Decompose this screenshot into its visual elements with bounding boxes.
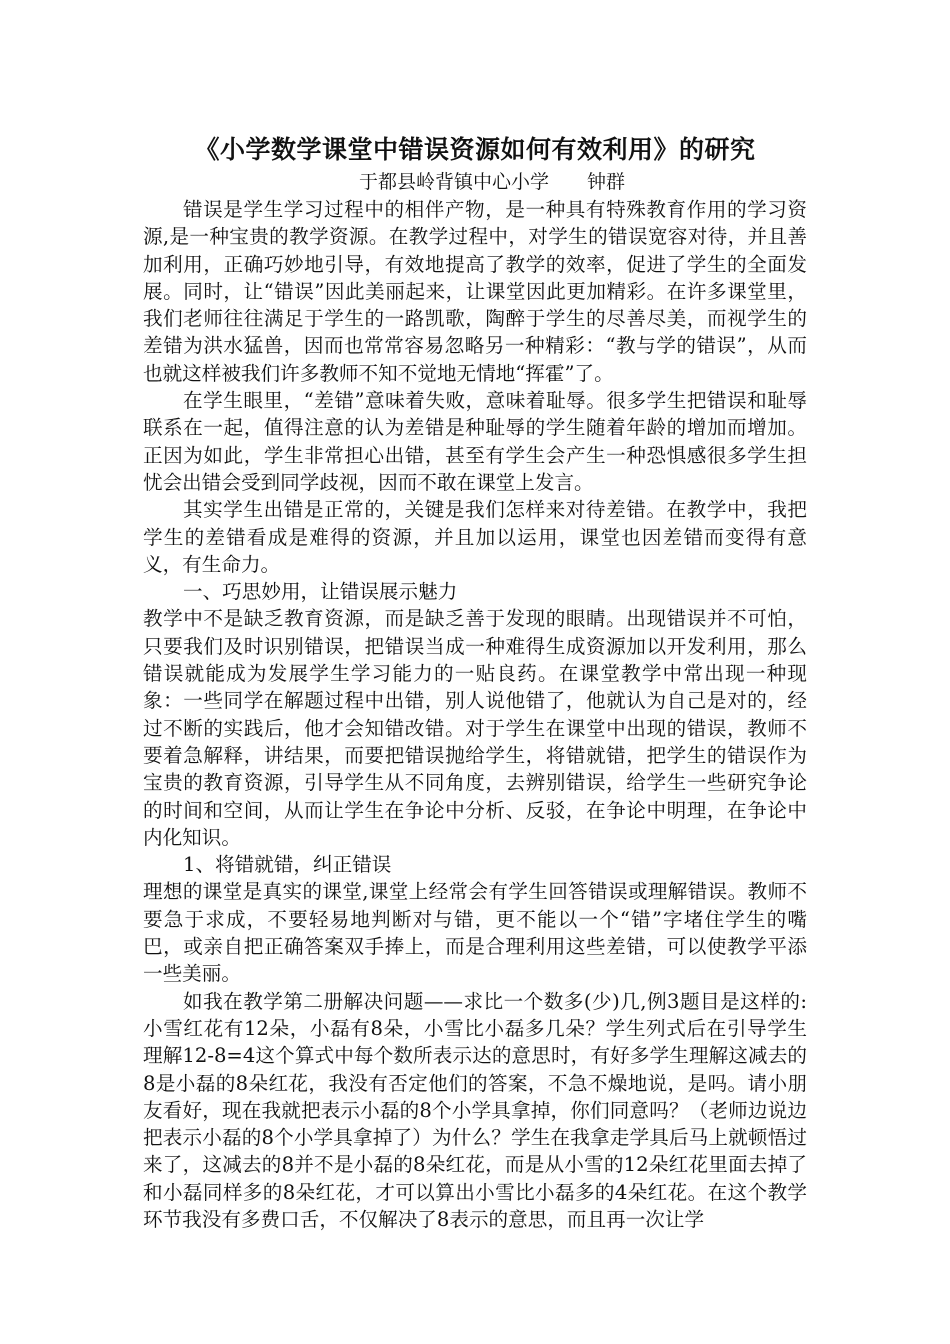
body-paragraph: 理想的课堂是真实的课堂,课堂上经常会有学生回答错误或理解错误。教师不要急于求成，不要轻易地判断对与错，更不能以一个“错”字堵住学生的嘴巴，或亲自把正确答案双手捧上，而是合理利用这些差错，可以使教学平添一些美丽。 <box>143 880 807 986</box>
document-page <box>143 132 807 1233</box>
section-heading: 1、将错就错，纠正错误 <box>183 853 392 877</box>
body-paragraph: 在学生眼里，“差错”意味着失败，意味着耻辱。很多学生把错误和耻辱联系在一起，值得注意的认为差错是种耻辱的学生随着年龄的增加而增加。正因为如此，学生非常担心出错，甚至有学生会产生一种恐惧感很多学生担忧会出错会受到同学歧视，因而不敢在课堂上发言。 <box>143 389 807 494</box>
document-title: 《小学数学课堂中错误资源如何有效利用》的研究 <box>194 135 756 164</box>
body-paragraph: 其实学生出错是正常的，关键是我们怎样来对待差错。在教学中，我把学生的差错看成是难得的资源，并且加以运用，课堂也因差错而变得有意义，有生命力。 <box>143 498 807 576</box>
body-paragraph: 教学中不是缺乏教育资源，而是缺乏善于发现的眼睛。出现错误并不可怕，只要我们及时识别错误，把错误当成一种难得生成资源加以开发利用，那么错误就能成为发展学生学习能力的一贴良药。在课堂教学中常出现一种现象：一些同学在解题过程中出错，别人说他错了，他就认为自己是对的，经过不断的实践后，他才会知错改错。对于学生在课堂中出现的错误，教师不要着急解释，讲结果，而要把错误抛给学生，将错就错，把学生的错误作为宝贵的教育资源，引导学生从不同角度，去辨别错误，给学生一些研究争论的时间和空间，从而让学生在争论中分析、反驳，在争论中明理，在争论中内化知识。 <box>143 607 807 849</box>
document-author: 于都县岭背镇中心小学 钟群 <box>358 171 625 193</box>
body-paragraph: 错误是学生学习过程中的相伴产物，是一种具有特殊教育作用的学习资源,是一种宝贵的教学资源。在教学过程中，对学生的错误宽容对待，并且善加利用，正确巧妙地引导，有效地提高了教学的效率，促进了学生的全面发展。同时，让“错误”因此美丽起来，让课堂因此更加精彩。在许多课堂里，我们老师往往满足于学生的一路凯歌，陶醉于学生的尽善尽美，而视学生的差错为洪水猛兽，因而也常常容易忽略另一种精彩：“教与学的错误”，从而也就这样被我们许多教师不知不觉地无情地“挥霍”了。 <box>143 198 807 385</box>
document-body <box>143 196 807 1233</box>
body-paragraph: 如我在教学第二册解决问题——求比一个数多(少)几,例3题目是这样的:小雪红花有12朵，小磊有8朵，小雪比小磊多几朵？学生列式后在引导学生理解12-8=4这个算式中每个数所表示达的意思时，有好多学生理解这减去的8是小磊的8朵红花，我没有否定他们的答案，不急不燥地说，是吗。请小朋友看好，现在我就把表示小磊的8个小学具拿掉，你们同意吗？（老师边说边把表示小磊的8个小学具拿掉了）为什么？学生在我拿走学具后马上就顿悟过来了，这减去的8并不是小磊的8朵红花，而是从小雪的12朵红花里面去掉了和小磊同样多的8朵红花，才可以算出小雪比小磊多的4朵红花。在这个教学环节我没有多费口舌，不仅解决了8表示的意思，而且再一次让学 <box>143 989 807 1231</box>
section-heading: 一、巧思妙用，让错误展示魅力 <box>183 580 458 604</box>
